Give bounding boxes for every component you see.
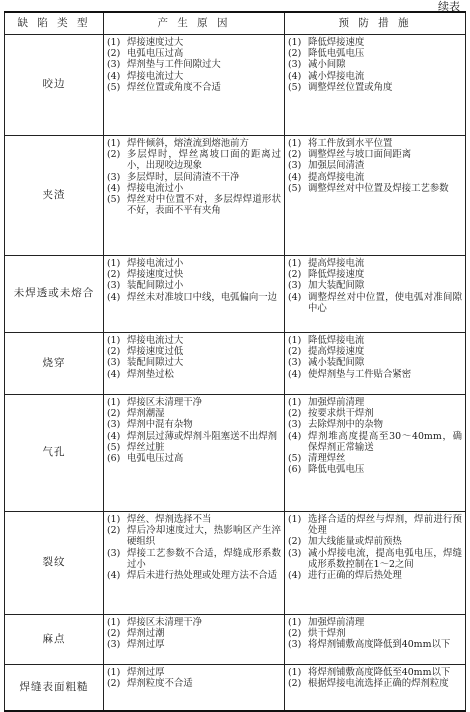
- cause-item-text: 焊接电流过小: [127, 182, 184, 194]
- cause-item-text: 多层焊时，焊丝离坡口面的距离过小，出现咬边现象: [127, 149, 281, 172]
- cause-item: [107, 570, 281, 581]
- cause-cell: [104, 136, 285, 256]
- cause-cell: [104, 395, 285, 512]
- prevention-item-text: 降低电弧电压: [308, 464, 365, 476]
- cause-item: [107, 357, 281, 368]
- prevention-item: [288, 160, 462, 171]
- prevention-item: [288, 269, 462, 280]
- cause-item-text: 焊后未进行热处理或处理方法不合适: [127, 570, 278, 582]
- prevention-item-text: 加大装配间隙: [308, 280, 365, 292]
- cause-item-number: (1): [107, 397, 121, 408]
- cause-item-number: (1): [107, 37, 121, 48]
- prevention-item-text: 提高焊接速度: [308, 346, 365, 358]
- cause-item-text: 焊后冷却速度过大，热影响区产生淬硬组织: [127, 525, 281, 548]
- cause-cell: [104, 665, 285, 711]
- prevention-item: [288, 280, 462, 291]
- cause-item-number: (4): [107, 570, 121, 582]
- prevention-item-text: 加大线能量或焊前预热: [308, 536, 402, 548]
- defect-type-cell: 气孔: [5, 395, 104, 512]
- cause-item: [107, 71, 281, 82]
- prevention-item-text: 使焊剂垫与工件贴合紧密: [308, 368, 412, 380]
- table-row: [5, 256, 466, 333]
- cause-item-number: (2): [107, 408, 121, 420]
- cause-item: [107, 431, 281, 442]
- prevention-item-text: 加强层间清渣: [308, 160, 365, 172]
- cause-item-text: 焊接电流过大: [127, 70, 184, 82]
- cause-item-text: 装配间隙过大: [127, 357, 184, 369]
- cause-item-number: (1): [107, 138, 121, 149]
- prevention-item-text: 提高焊接电流: [308, 171, 365, 183]
- cause-item: [107, 525, 281, 547]
- prevention-item: [288, 292, 462, 314]
- prevention-item: [288, 419, 462, 430]
- cause-item: [107, 678, 281, 689]
- cause-item-number: (1): [107, 514, 121, 525]
- prevention-item: [288, 570, 462, 581]
- prevention-item: [288, 71, 462, 82]
- prevention-item: [288, 431, 462, 453]
- prevention-item-text: 降低电弧电压: [308, 48, 365, 60]
- cause-cell: [104, 256, 285, 333]
- prevention-item: [288, 48, 462, 59]
- prevention-item-number: (6): [288, 464, 302, 476]
- defect-type-cell: 裂纹: [5, 512, 104, 615]
- prevention-item: [288, 548, 462, 570]
- prevention-cell: [285, 136, 466, 256]
- prevention-item-number: (3): [288, 419, 302, 431]
- cause-item: [107, 292, 281, 303]
- cause-item-number: (3): [107, 419, 121, 431]
- cause-item: [107, 59, 281, 70]
- cause-item: [107, 346, 281, 357]
- prevention-item-text: 调整焊丝对中位置及焊接工艺参数: [308, 182, 449, 194]
- cause-item: [107, 149, 281, 171]
- prevention-item: [288, 536, 462, 547]
- prevention-cell: [285, 665, 466, 711]
- prevention-item: [288, 678, 462, 689]
- prevention-item-number: (3): [288, 547, 302, 559]
- cause-item-text: 焊接工艺参数不合适，焊缝成形系数过小: [127, 547, 281, 570]
- cause-item: [107, 369, 281, 380]
- cause-item-number: (5): [107, 81, 121, 93]
- prevention-item-number: (3): [288, 357, 302, 369]
- cause-cell: [104, 333, 285, 395]
- cause-item-text: 焊接区未清理干净: [127, 397, 203, 408]
- prevention-item-number: (3): [288, 280, 302, 292]
- table-row: [5, 512, 466, 615]
- cause-item-number: (5): [107, 194, 121, 206]
- prevention-item-text: 将焊剂铺敷高度降低到40mm以下: [308, 639, 451, 651]
- cause-item-text: 电弧电压过高: [127, 48, 184, 60]
- defect-type-cell: 夹渣: [5, 136, 104, 256]
- table-row: [5, 35, 466, 136]
- prevention-item: [288, 346, 462, 357]
- prevention-item: [288, 82, 462, 93]
- prevention-item-number: (1): [288, 617, 302, 628]
- prevention-item-text: 进行正确的焊后热处理: [308, 570, 402, 582]
- cause-item-text: 焊丝、焊剂选择不当: [127, 514, 212, 525]
- cause-item-number: (4): [107, 430, 121, 442]
- prevention-item-number: (2): [288, 149, 302, 161]
- cause-item-text: 焊接电流过小: [127, 258, 184, 269]
- prevention-item-number: (4): [288, 570, 302, 582]
- cause-item-text: 多层焊时，层间清渣不干净: [127, 171, 240, 183]
- cause-item-number: (3): [107, 280, 121, 292]
- prevention-item: [288, 138, 462, 149]
- header-cause: 产 生 原 因: [104, 12, 285, 35]
- prevention-cell: [285, 35, 466, 136]
- prevention-item: [288, 37, 462, 48]
- cause-item-text: 焊接电流过大: [127, 335, 184, 346]
- cause-item-text: 焊剂垫与工件间隙过大: [127, 59, 221, 71]
- cause-item-text: 焊件倾斜，熔渣流到熔池前方: [127, 138, 249, 149]
- defect-type-cell: 未焊透或未熔合: [5, 256, 104, 333]
- prevention-item-text: 降低焊接速度: [308, 37, 365, 48]
- cause-item-number: (3): [107, 639, 121, 651]
- prevention-item-number: (1): [288, 335, 302, 346]
- prevention-item: [288, 258, 462, 269]
- cause-item-text: 焊剂过厚: [127, 639, 165, 651]
- cause-item-number: (2): [107, 628, 121, 640]
- cause-item-number: (2): [107, 346, 121, 358]
- cause-item: [107, 397, 281, 408]
- header-row: [5, 12, 466, 35]
- cause-item-number: (3): [107, 171, 121, 183]
- defect-type-cell: 焊缝表面粗糙: [5, 665, 104, 711]
- prevention-item: [288, 369, 462, 380]
- cause-item-number: (5): [107, 441, 121, 453]
- cause-item-text: 焊剂潮湿: [127, 408, 165, 420]
- prevention-item-number: (2): [288, 269, 302, 281]
- prevention-item: [288, 453, 462, 464]
- table-row: [5, 395, 466, 512]
- table-row: [5, 615, 466, 665]
- cause-item: [107, 548, 281, 570]
- prevention-item: [288, 514, 462, 536]
- cause-item-text: 焊接速度过快: [127, 269, 184, 281]
- prevention-item-number: (1): [288, 138, 302, 149]
- table-row: [5, 136, 466, 256]
- cause-item: [107, 138, 281, 149]
- prevention-item-text: 调整焊丝对中位置，使电弧对准间隙中心: [308, 291, 462, 314]
- cause-item-text: 焊丝未对准坡口中线，电弧偏向一边: [127, 291, 278, 303]
- cause-item-text: 焊丝位置或角度不合适: [127, 81, 221, 93]
- cause-item-number: (2): [107, 48, 121, 60]
- cause-item-text: 焊接速度过大: [127, 37, 184, 48]
- prevention-item: [288, 59, 462, 70]
- prevention-item-text: 减小间隙: [308, 59, 346, 71]
- cause-item: [107, 335, 281, 346]
- prevention-cell: [285, 333, 466, 395]
- cause-item: [107, 269, 281, 280]
- prevention-item-number: (1): [288, 667, 302, 678]
- prevention-item-text: 减小焊接电流: [308, 70, 365, 82]
- cause-item: [107, 194, 281, 216]
- cause-item-text: 焊丝对中位置不对，多层焊焊道形状不好，表面不平有夹角: [127, 194, 281, 217]
- prevention-item-text: 将焊剂铺敷高度降低至40mm以下: [308, 667, 451, 678]
- table-row: [5, 333, 466, 395]
- prevention-item: [288, 464, 462, 475]
- prevention-item-text: 调整焊丝位置或角度: [308, 81, 393, 93]
- prevention-item-number: (5): [288, 182, 302, 194]
- cause-item: [107, 628, 281, 639]
- prevention-item-number: (4): [288, 171, 302, 183]
- prevention-item-text: 加强焊前清理: [308, 617, 365, 628]
- cause-item: [107, 48, 281, 59]
- prevention-item-text: 根据焊接电流选择正确的焊剂粒度: [308, 678, 449, 690]
- cause-item: [107, 667, 281, 678]
- prevention-item-text: 去除焊剂中的杂物: [308, 419, 384, 431]
- cause-cell: [104, 35, 285, 136]
- prevention-item-number: (4): [288, 291, 302, 303]
- caption: 续表: [438, 0, 460, 13]
- cause-item-number: (1): [107, 335, 121, 346]
- prevention-item: [288, 397, 462, 408]
- prevention-cell: [285, 395, 466, 512]
- cause-item-number: (3): [107, 357, 121, 369]
- cause-item-number: (2): [107, 678, 121, 690]
- table-body: [5, 35, 466, 711]
- cause-item: [107, 419, 281, 430]
- prevention-item-number: (3): [288, 160, 302, 172]
- prevention-item-number: (2): [288, 48, 302, 60]
- prevention-item-number: (2): [288, 678, 302, 690]
- prevention-cell: [285, 512, 466, 615]
- prevention-item-text: 选择合适的焊丝与焊剂，焊前进行预处理: [308, 514, 462, 537]
- cause-item: [107, 172, 281, 183]
- defects-table: [4, 11, 466, 712]
- cause-item: [107, 37, 281, 48]
- prevention-item-number: (1): [288, 514, 302, 525]
- prevention-item-text: 焊剂堆高度提高至30～40mm，确保焊剂正常输送: [308, 430, 462, 453]
- cause-item: [107, 183, 281, 194]
- cause-item: [107, 617, 281, 628]
- prevention-item-number: (1): [288, 258, 302, 269]
- prevention-item-number: (3): [288, 59, 302, 71]
- prevention-item: [288, 357, 462, 368]
- cause-item-text: 焊剂层过薄或焊剂斗阻塞送不出焊剂: [127, 430, 278, 442]
- cause-item-text: 装配间隙过小: [127, 280, 184, 292]
- cause-item-number: (1): [107, 617, 121, 628]
- cause-item-number: (6): [107, 453, 121, 465]
- prevention-item-text: 降低焊接速度: [308, 269, 365, 281]
- prevention-item-text: 按要求烘干焊剂: [308, 408, 374, 420]
- cause-cell: [104, 512, 285, 615]
- prevention-item-text: 烘干焊剂: [308, 628, 346, 640]
- prevention-item: [288, 667, 462, 678]
- cause-item: [107, 408, 281, 419]
- defect-type-cell: 烧穿: [5, 333, 104, 395]
- cause-item-text: 焊剂垫过松: [127, 368, 174, 380]
- prevention-item-number: (3): [288, 639, 302, 651]
- cause-item: [107, 280, 281, 291]
- cause-item-text: 焊剂过潮: [127, 628, 165, 640]
- cause-item: [107, 258, 281, 269]
- cause-item-text: 焊接区未清理干净: [127, 617, 203, 628]
- cause-item-number: (1): [107, 667, 121, 678]
- prevention-item-number: (2): [288, 536, 302, 548]
- cause-item-number: (4): [107, 182, 121, 194]
- cause-cell: [104, 615, 285, 665]
- prevention-item: [288, 408, 462, 419]
- cause-item-number: (4): [107, 368, 121, 380]
- cause-item-number: (1): [107, 258, 121, 269]
- cause-item-number: (4): [107, 291, 121, 303]
- prevention-item: [288, 617, 462, 628]
- prevention-item-number: (2): [288, 628, 302, 640]
- prevention-item: [288, 639, 462, 650]
- header-defect-type: 缺 陷 类 型: [5, 12, 104, 35]
- cause-item: [107, 639, 281, 650]
- prevention-item-number: (1): [288, 37, 302, 48]
- cause-item: [107, 514, 281, 525]
- prevention-item: [288, 628, 462, 639]
- header-prevention: 预 防 措 施: [285, 12, 466, 35]
- defect-type-cell: 咬边: [5, 35, 104, 136]
- prevention-item-number: (2): [288, 408, 302, 420]
- cause-item-number: (4): [107, 70, 121, 82]
- cause-item-text: 焊接速度过低: [127, 346, 184, 358]
- cause-item-text: 焊剂粒度不合适: [127, 678, 193, 690]
- prevention-item-text: 提高焊接电流: [308, 258, 365, 269]
- prevention-item-text: 调整焊丝与坡口面间距离: [308, 149, 412, 161]
- cause-item: [107, 82, 281, 93]
- prevention-item-text: 清理焊丝: [308, 453, 346, 465]
- cause-item-number: (2): [107, 525, 121, 537]
- prevention-item-text: 加强焊前清理: [308, 397, 365, 408]
- prevention-item-number: (2): [288, 346, 302, 358]
- cause-item-number: (2): [107, 269, 121, 281]
- prevention-item-text: 减小装配间隙: [308, 357, 365, 369]
- cause-item: [107, 453, 281, 464]
- cause-item-number: (2): [107, 149, 121, 161]
- prevention-item-number: (4): [288, 70, 302, 82]
- prevention-item-text: 降低焊接电流: [308, 335, 365, 346]
- prevention-cell: [285, 615, 466, 665]
- prevention-item: [288, 149, 462, 160]
- prevention-item-text: 将工件放到水平位置: [308, 138, 393, 149]
- prevention-item: [288, 172, 462, 183]
- prevention-item-number: (4): [288, 430, 302, 442]
- cause-item-number: (3): [107, 59, 121, 71]
- cause-item-text: 焊剂过厚: [127, 667, 165, 678]
- prevention-item-text: 减小焊接电流，提高电弧电压，焊缝成形系数控制在1～2之间: [308, 547, 462, 570]
- prevention-item-number: (4): [288, 368, 302, 380]
- cause-item-text: 焊丝过脏: [127, 441, 165, 453]
- prevention-item: [288, 335, 462, 346]
- prevention-item: [288, 183, 462, 194]
- cause-item-number: (3): [107, 547, 121, 559]
- cause-item: [107, 442, 281, 453]
- prevention-item-number: (1): [288, 397, 302, 408]
- defect-type-cell: 麻点: [5, 615, 104, 665]
- cause-item-text: 电弧电压过高: [127, 453, 184, 465]
- prevention-item-number: (5): [288, 81, 302, 93]
- prevention-cell: [285, 256, 466, 333]
- cause-item-text: 焊剂中混有杂物: [127, 419, 193, 431]
- prevention-item-number: (5): [288, 453, 302, 465]
- table-row: [5, 665, 466, 711]
